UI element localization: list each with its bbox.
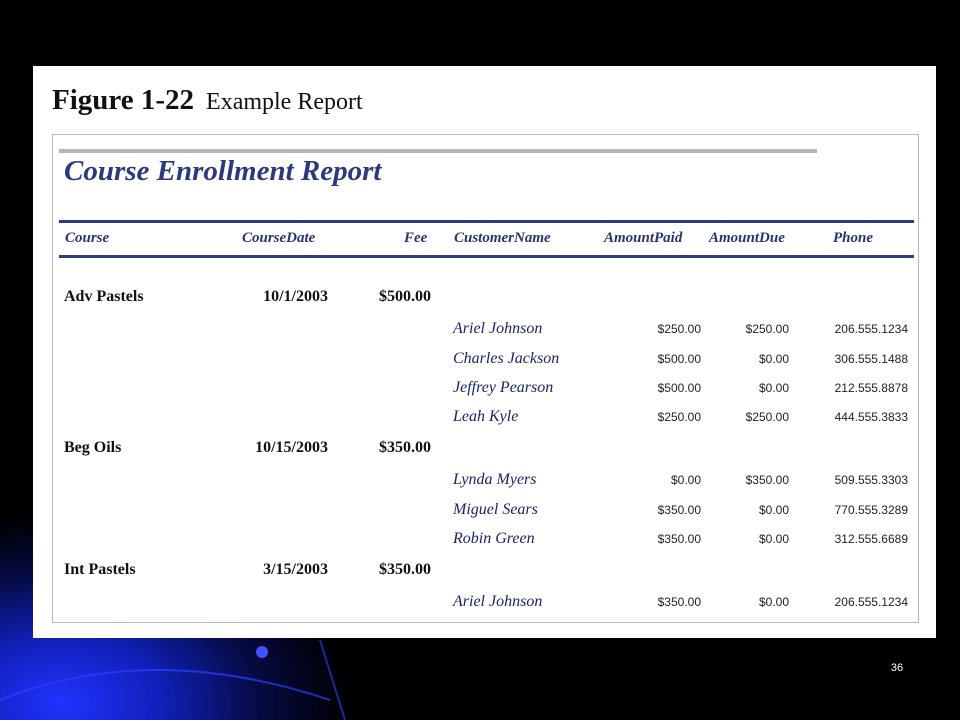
amount-due: $0.00 — [758, 532, 789, 546]
slide-page-number: 36 — [890, 662, 904, 674]
column-header-fee: Fee — [404, 230, 428, 246]
amount-due: $0.00 — [758, 352, 789, 366]
course-fee: $500.00 — [379, 288, 431, 305]
phone: 212.555.8878 — [834, 381, 908, 395]
report-preview — [52, 134, 919, 623]
column-header-phone: Phone — [833, 230, 874, 246]
amount-due: $0.00 — [758, 595, 789, 609]
amount-paid: $350.00 — [657, 503, 701, 517]
report-title: Course Enrollment Report — [64, 155, 382, 187]
figure-number: Figure 1-22 — [52, 84, 195, 116]
phone: 444.555.3833 — [834, 410, 908, 424]
course-fee: $350.00 — [379, 561, 431, 578]
column-header-coursedate: CourseDate — [242, 230, 316, 246]
amount-paid: $500.00 — [657, 352, 701, 366]
customer-name: Charles Jackson — [453, 350, 560, 367]
customer-name: Ariel Johnson — [453, 593, 543, 610]
customer-name: Leah Kyle — [453, 408, 519, 425]
amount-due: $0.00 — [758, 503, 789, 517]
header-rule-bottom — [59, 255, 914, 258]
customer-name: Miguel Sears — [453, 501, 538, 518]
amount-paid: $350.00 — [657, 595, 701, 609]
column-header-amountdue: AmountDue — [709, 230, 785, 246]
figure-title — [52, 84, 363, 117]
amount-paid: $250.00 — [657, 410, 701, 424]
decor-dot — [256, 646, 268, 658]
header-rule-top — [59, 220, 914, 223]
phone: 206.555.1234 — [834, 595, 908, 609]
customer-name: Jeffrey Pearson — [453, 379, 554, 396]
course-date: 10/15/2003 — [255, 439, 328, 456]
figure-caption: Example Report — [206, 89, 363, 115]
amount-paid: $350.00 — [657, 532, 701, 546]
phone: 206.555.1234 — [834, 322, 908, 336]
phone: 770.555.3289 — [834, 503, 908, 517]
course-name: Beg Oils — [64, 439, 122, 456]
figure-panel — [33, 66, 936, 638]
course-fee: $350.00 — [379, 439, 431, 456]
course-date: 10/1/2003 — [263, 288, 328, 305]
column-header-customername: CustomerName — [454, 230, 551, 246]
amount-due: $250.00 — [745, 410, 789, 424]
column-header-course: Course — [65, 230, 110, 246]
amount-due: $350.00 — [745, 473, 789, 487]
amount-due: $0.00 — [758, 381, 789, 395]
column-header-amountpaid: AmountPaid — [604, 230, 683, 246]
customer-name: Lynda Myers — [453, 471, 537, 488]
phone: 312.555.6689 — [834, 532, 908, 546]
amount-paid: $500.00 — [657, 381, 701, 395]
course-date: 3/15/2003 — [263, 561, 328, 578]
title-divider — [59, 149, 817, 153]
phone: 509.555.3303 — [834, 473, 908, 487]
customer-name: Ariel Johnson — [453, 320, 543, 337]
amount-due: $250.00 — [745, 322, 789, 336]
course-name: Adv Pastels — [64, 288, 144, 305]
amount-paid: $0.00 — [670, 473, 701, 487]
phone: 306.555.1488 — [834, 352, 908, 366]
amount-paid: $250.00 — [657, 322, 701, 336]
customer-name: Robin Green — [453, 530, 535, 547]
course-name: Int Pastels — [64, 561, 136, 578]
